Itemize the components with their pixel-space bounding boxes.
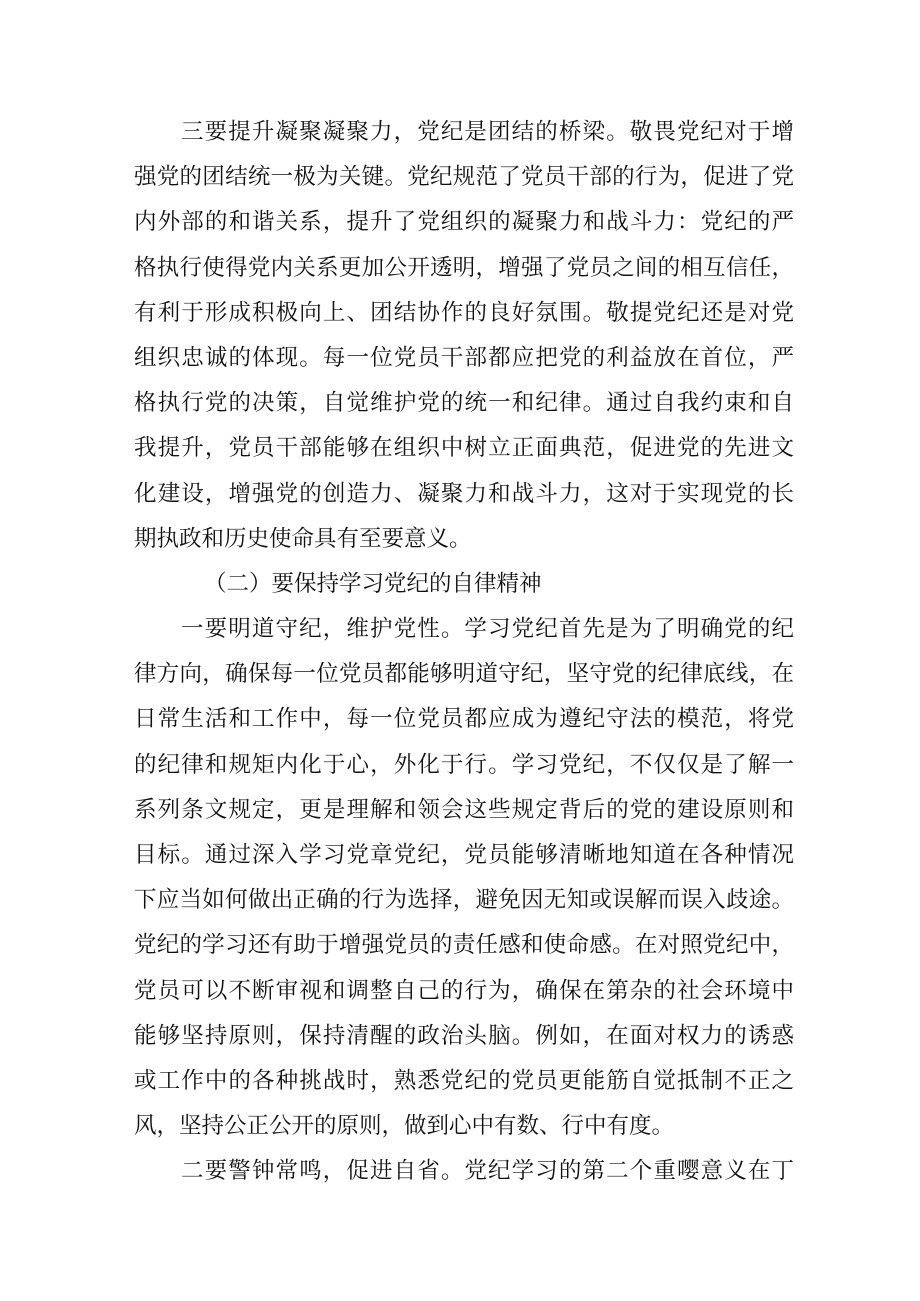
text-line: 组织忠诚的体现。每一位党员干部都应把党的利益放在首位，严 xyxy=(134,344,794,371)
text-line: 的纪律和规矩内化于心，外化于行。学习党纪，不仅仅是了解一 xyxy=(134,751,794,778)
document-body xyxy=(134,110,794,1195)
text-line: 或工作中的各种挑战时，熟悉党纪的党员更能筋自觉抵制不正之 xyxy=(134,1067,794,1094)
text-line: 强党的团结统一极为关键。党纪规范了党员干部的行为，促进了党 xyxy=(134,164,794,191)
text-line: 能够坚持原则，保持清醒的政治头脑。例如，在面对权力的诱惑 xyxy=(134,1022,794,1049)
text-line: 我提升，党员干部能够在组织中树立正面典范，促进党的先进文 xyxy=(134,435,794,462)
section-heading xyxy=(134,562,794,607)
text-line: 格执行使得党内关系更加公开透明，增强了党员之间的相互信任， xyxy=(134,254,794,281)
paragraph-self-reflection xyxy=(134,1149,794,1194)
text-line: 党纪的学习还有助于增强党员的责任感和使命感。在对照党纪中， xyxy=(134,932,794,959)
text-line: 目标。通过深入学习党章党纪，党员能够清晰地知道在各种情况 xyxy=(134,842,794,868)
text-line: 内外部的和谐关系，提升了党组织的凝聚力和战斗力：党纪的严 xyxy=(134,209,794,236)
text-line: 期执政和历史使命具有至要意义。 xyxy=(134,525,472,552)
text-line: 党员可以不断审视和调整自己的行为，确保在第杂的社会环境中 xyxy=(134,977,794,1004)
text-line: 有利于形成积极向上、团结协作的良好氛围。敬提党纪还是对党 xyxy=(134,299,794,326)
text-line: 下应当如何做出正确的行为选择，避免因无知或误解而误入歧途。 xyxy=(134,887,794,914)
text-line: 风，坚持公正公开的原则，做到心中有数、行中有度。 xyxy=(134,1113,675,1140)
text-line: 律方向，确保每一位党员都能够明道守纪，坚守党的纪律底线，在 xyxy=(134,661,794,688)
text-line: 系列条文规定，更是理解和领会这些规定背后的党的建设原则和 xyxy=(134,796,794,823)
heading-line: （二）要保持学习党纪的自律精神 xyxy=(204,570,542,597)
paragraph-discipline xyxy=(134,607,794,1149)
text-line: 日常生活和工作中，每一位党员都应成为遵纪守法的模范，将党 xyxy=(134,706,794,733)
text-line: 二要警钟常鸣，促进自省。党纪学习的第二个重嘤意义在丁 xyxy=(181,1158,794,1185)
text-line: 一要明道守纪，维护党性。学习党纪首先是为了明确党的纪 xyxy=(181,616,794,643)
text-line: 化建设，增强党的创造力、凝聚力和战斗力，这对于实现党的长 xyxy=(134,480,794,507)
text-line: 格执行党的决策，自觉维护党的统一和纪律。通过自我约束和自 xyxy=(134,390,794,417)
text-line: 三要提升凝聚凝聚力，党纪是团结的桥梁。敬畏党纪对于增 xyxy=(181,119,794,145)
paragraph-unity xyxy=(134,110,794,562)
